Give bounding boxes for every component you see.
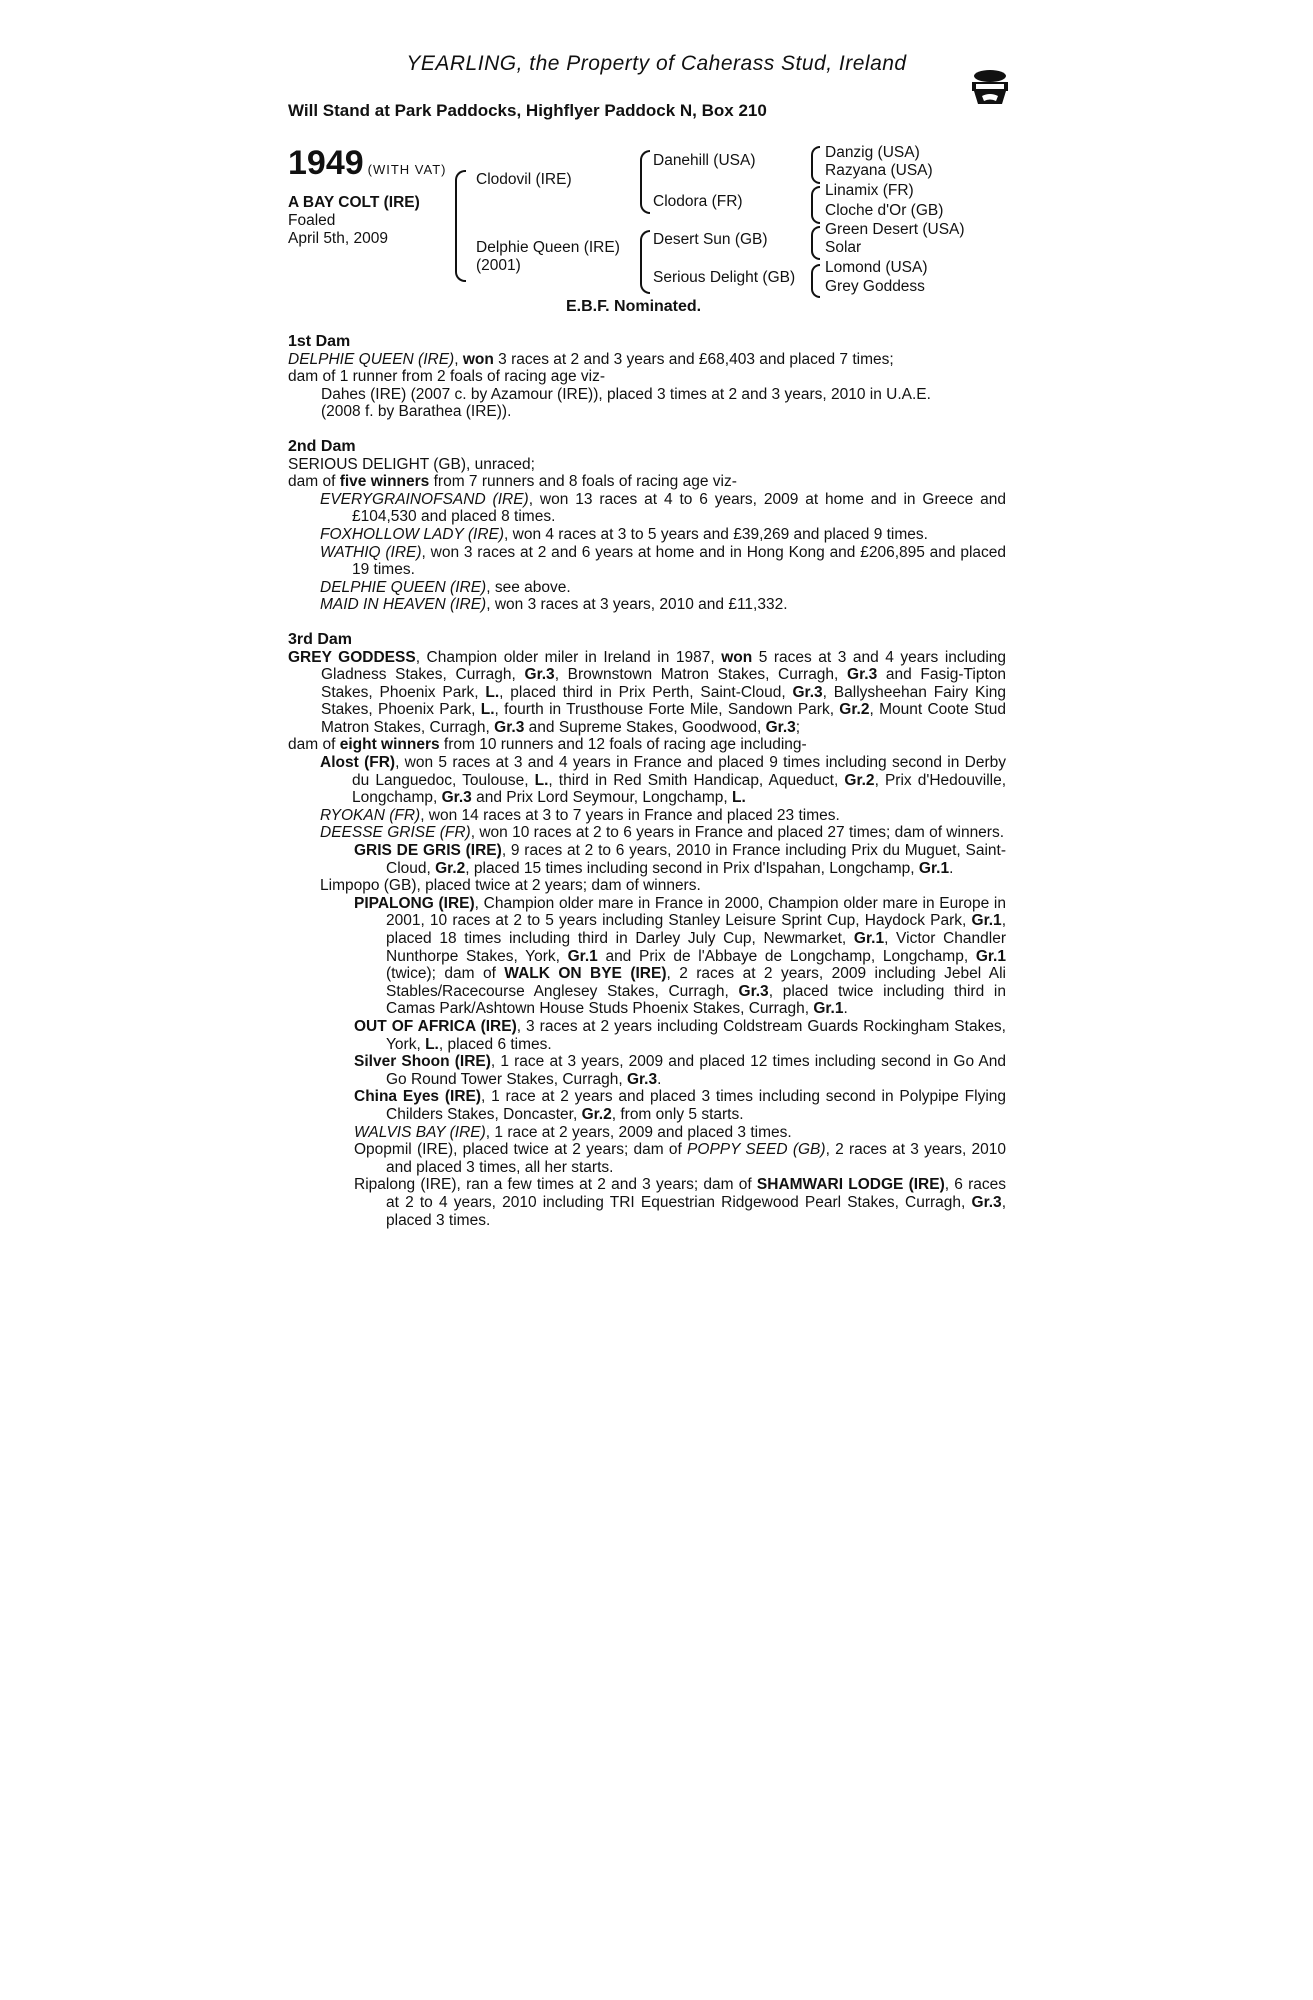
produce-entry: Limpopo (GB), placed twice at 2 years; dam of winners. <box>320 877 701 895</box>
stand-location: Will Stand at Park Paddocks, Highflyer Paddock N, Box 210 <box>288 101 767 120</box>
produce-entry: Ripalong (IRE), ran a few times at 2 and 3 years; dam of SHAMWARI LODGE (IRE), 6 races at 2 to 4 years, 2010 including TRI Equestrian Ridgewood Pearl Stakes, Curragh, Gr.3, placed 3 times. <box>354 1176 1006 1229</box>
produce-entry: DEESSE GRISE (FR), won 10 races at 2 to 6 years in France and placed 27 times; dam of winners. <box>320 824 1005 842</box>
produce-entry: FOXHOLLOW LADY (IRE), won 4 races at 3 to 5 years and £39,269 and placed 9 times. <box>320 525 928 543</box>
dam-record: DELPHIE QUEEN (IRE), won 3 races at 2 and 3 years and £68,403 and placed 7 times; <box>288 350 894 368</box>
pedigree-brace <box>811 264 820 298</box>
pedigree-ssd: Razyana (USA) <box>825 162 933 179</box>
pedigree-dss: Green Desert (USA) <box>825 221 965 238</box>
pedigree-sss: Danzig (USA) <box>825 144 920 161</box>
pedigree-dam-sire: Desert Sun (GB) <box>653 231 768 248</box>
produce-entry: DELPHIE QUEEN (IRE), see above. <box>320 578 571 596</box>
produce-entry: GRIS DE GRIS (IRE), 9 races at 2 to 6 years, 2010 in France including Prix du Muguet, Saint-Cloud, Gr.2, placed 15 times including second in Prix d'Ispahan, Longchamp, Gr.1. <box>354 842 1006 877</box>
pedigree-dds: Lomond (USA) <box>825 259 928 276</box>
produce-entry: WALVIS BAY (IRE), 1 race at 2 years, 2009 and placed 3 times. <box>354 1123 792 1141</box>
lot-number: 1949 (WITH VAT) <box>288 144 447 182</box>
dam-record: SERIOUS DELIGHT (GB), unraced; <box>288 455 535 473</box>
dam-record: GREY GODDESS, Champion older miler in Ireland in 1987, won 5 races at 3 and 4 years including Gladness Stakes, Curragh, Gr.3, Brownstown Matron Stakes, Curragh, Gr.3 and Fasig-Tipton Stakes, Phoenix Park, L., placed third in Prix Perth, Saint-Cloud, Gr.3, Ballysheehan Fairy King Stakes, Phoenix Park, L., fourth in Trusthouse Forte Mile, Sandown Park, Gr.2, Mount Coote Stud Matron Stakes, Curragh, Gr.3 and Supreme Stakes, Goodwood, Gr.3; <box>288 648 1007 736</box>
dam-produce: dam of five winners from 7 runners and 8 foals of racing age viz- <box>288 473 737 491</box>
produce-entry: Opopmil (IRE), placed twice at 2 years; dam of POPPY SEED (GB), 2 races at 3 years, 2010 and placed 3 times, all her starts. <box>354 1141 1006 1176</box>
produce-entry: Silver Shoon (IRE), 1 race at 3 years, 2009 and placed 12 times including second in Go And Go Round Tower Stakes, Curragh, Gr.3. <box>354 1053 1006 1088</box>
pedigree-dsd: Solar <box>825 239 862 256</box>
foaled-label: Foaled <box>288 212 336 229</box>
lot-description: A BAY COLT (IRE) <box>288 194 420 211</box>
pedigree-brace <box>811 226 820 260</box>
pedigree-dam: Delphie Queen (IRE) <box>476 239 620 256</box>
pedigree-brace <box>640 150 650 214</box>
tattersalls-logo-icon <box>966 66 1014 108</box>
produce-entry: EVERYGRAINOFSAND (IRE), won 13 races at 4 to 6 years, 2009 at home and in Greece and £104,530 and placed 8 times. <box>320 490 1006 526</box>
first-dam-heading: 1st Dam <box>288 333 351 350</box>
pedigree-sire-dam: Clodora (FR) <box>653 193 743 210</box>
foaled-date: April 5th, 2009 <box>288 230 388 247</box>
third-dam-heading: 3rd Dam <box>288 630 353 648</box>
pedigree-brace <box>640 230 650 294</box>
produce-entry: (2008 f. by Barathea (IRE)). <box>321 403 512 421</box>
catalogue-notes <box>288 333 1006 1229</box>
pedigree-ddd: Grey Goddess <box>825 278 925 295</box>
dam-produce: dam of eight winners from 10 runners and 12 foals of racing age including- <box>288 736 807 754</box>
produce-entry: MAID IN HEAVEN (IRE), won 3 races at 3 years, 2010 and £11,332. <box>320 596 788 614</box>
pedigree-dam-dam: Serious Delight (GB) <box>653 269 796 286</box>
pedigree-dam-year: (2001) <box>476 257 521 274</box>
produce-entry: China Eyes (IRE), 1 race at 2 years and placed 3 times including second in Polypipe Flying Childers Stakes, Doncaster, Gr.2, from only 5 starts. <box>354 1088 1007 1123</box>
pedigree-sds: Linamix (FR) <box>825 182 914 199</box>
pedigree-brace <box>811 186 820 224</box>
produce-entry: RYOKAN (FR), won 14 races at 3 to 7 years in France and placed 23 times. <box>320 806 840 824</box>
ebf-nominated: E.B.F. Nominated. <box>566 298 702 315</box>
pedigree-sdd: Cloche d'Or (GB) <box>825 202 944 219</box>
dam-produce: dam of 1 runner from 2 foals of racing age viz- <box>288 368 606 386</box>
produce-entry: Dahes (IRE) (2007 c. by Azamour (IRE)), placed 3 times at 2 and 3 years, 2010 in U.A.E. <box>321 385 931 403</box>
pedigree-sire: Clodovil (IRE) <box>476 171 572 188</box>
pedigree-brace <box>455 170 466 282</box>
pedigree-sire-sire: Danehill (USA) <box>653 152 756 169</box>
produce-entry: PIPALONG (IRE), Champion older mare in France in 2000, Champion older mare in Europe in 2001, 10 races at 2 to 5 years including Stanley Leisure Sprint Cup, Haydock Park, Gr.1, placed 18 times including third in Darley July Cup, Newmarket, Gr.1, Victor Chandler Nunthorpe Stakes, York, Gr.1 and Prix de l'Abbaye de Longchamp, Longchamp, Gr.1 (twice); dam of WALK ON BYE (IRE), 2 races at 2 years, 2009 including Jebel Ali Stables/Racecourse Anglesey Stakes, Curragh, Gr.3, placed twice including third in Camas Park/Ashtown House Studs Phoenix Stakes, Curragh, Gr.1. <box>354 894 1006 1018</box>
pedigree-brace <box>811 146 820 184</box>
second-dam-heading: 2nd Dam <box>288 437 356 455</box>
produce-entry: Alost (FR), won 5 races at 3 and 4 years in France and placed 9 times including second in Derby du Languedoc, Toulouse, L., third in Red Smith Handicap, Aqueduct, Gr.2, Prix d'Hedouville, Longchamp, Gr.3 and Prix Lord Seymour, Longchamp, L. <box>320 754 1007 807</box>
produce-entry: OUT OF AFRICA (IRE), 3 races at 2 years including Coldstream Guards Rockingham Stakes, York, L., placed 6 times. <box>354 1017 1006 1053</box>
page-title: YEARLING, the Property of Caherass Stud, Ireland <box>406 52 907 75</box>
produce-entry: WATHIQ (IRE), won 3 races at 2 and 6 years at home and in Hong Kong and £206,895 and placed 19 times. <box>320 543 1007 579</box>
